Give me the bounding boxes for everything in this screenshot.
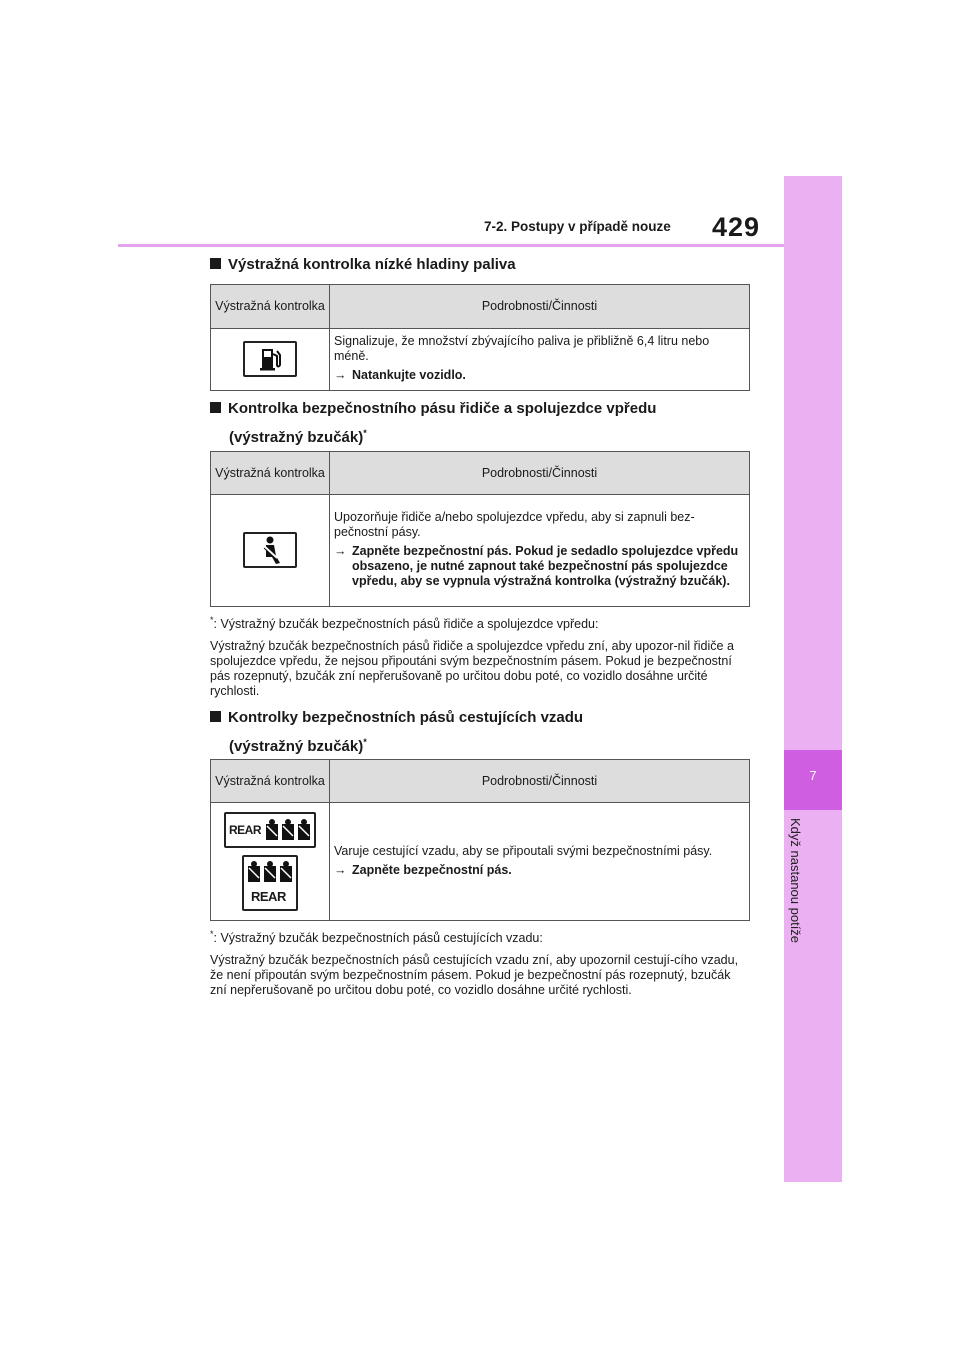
rear-seatbelt-vertical-icon: REAR: [242, 855, 298, 911]
note-body: Výstražný bzučák bezpečnostních pásů řidiče a spolujezdce vpředu zní, aby upozor-nil řidiče a spolujezdce vpředu, že nejsou připoutáni svým bezpečnostním pásem. Pokud je bezpečnostní pás rozepnutý, bzučák zní nepřerušovaně po určitou dobu poté, co vozidlo dosáhne určité rychlosti.: [210, 639, 734, 699]
indicator-cell: [211, 803, 330, 921]
column-header-indicator: Výstražná kontrolka: [211, 285, 330, 329]
column-header-details: Podrobnosti/Činnosti: [330, 760, 750, 803]
rear-seatbelt-table: [210, 759, 750, 921]
seatbelt-icon: [243, 532, 297, 568]
note-title: : Výstražný bzučák bezpečnostních pásů řidiče a spolujezdce vpředu:: [213, 617, 599, 632]
page-number: 429: [712, 212, 761, 242]
footnote-marker: *: [210, 615, 214, 625]
heading-text: Výstražná kontrolka nízké hladiny paliva: [228, 256, 516, 273]
arrow-icon: →: [334, 544, 347, 558]
details-cell: [330, 329, 750, 391]
details-cell: [330, 495, 750, 607]
section-heading-rear-seatbelt: [210, 706, 583, 759]
note-body: Výstražný bzučák bezpečnostních pásů cestujících vzadu zní, aby upozornil cestují-cího vzadu, že není připoután svým bezpečnostním pásem. Pokud je bezpečnostní pás rozepnutý, bzučák zní nepřerušovaně po určitou dobu poté, co vozidlo dosáhne určité rychlosti.: [210, 953, 739, 998]
chapter-title: Když nastanou potíže: [788, 818, 803, 944]
footnote-marker: *: [363, 737, 367, 747]
description-text: Varuje cestující vzadu, aby se připoutali svými bezpečnostními pásy.: [334, 843, 713, 858]
action-text: → Natankujte vozidlo.: [334, 368, 466, 382]
heading-text: Kontrolka bezpečnostního pásu řidiče a spolujezdce vpředu: [228, 400, 657, 417]
square-bullet-icon: [210, 711, 221, 722]
indicator-cell: [211, 495, 330, 607]
heading-text-line2: (výstražný bzučák): [229, 738, 364, 755]
heading-text: Kontrolky bezpečnostních pásů cestujících vzadu: [228, 709, 584, 726]
section-heading-front-seatbelt: [210, 397, 656, 450]
description-text: Upozorňuje řidiče a/nebo spolujezdce vpředu, aby si zapnuli bez-pečnostní pásy.: [334, 510, 695, 539]
action-text: → Zapněte bezpečnostní pás.: [334, 862, 512, 877]
rear-seatbelt-horizontal-icon: REAR: [224, 812, 316, 848]
chapter-number: 7: [809, 768, 817, 783]
indicator-cell: [211, 329, 330, 391]
footnote-marker: *: [210, 929, 214, 939]
section-heading-low-fuel: [210, 253, 516, 277]
arrow-icon: →: [334, 862, 347, 877]
column-header-details: Podrobnosti/Činnosti: [330, 452, 750, 495]
note-title: : Výstražný bzučák bezpečnostních pásů cestujících vzadu:: [213, 931, 543, 946]
details-cell: [330, 803, 750, 921]
front-seatbelt-note: [210, 613, 750, 706]
column-header-details: Podrobnosti/Činnosti: [330, 285, 750, 329]
front-seatbelt-table: [210, 451, 750, 607]
column-header-indicator: Výstražná kontrolka: [211, 452, 330, 495]
square-bullet-icon: [210, 402, 221, 413]
arrow-icon: →: [334, 368, 347, 382]
header-divider: [118, 244, 784, 247]
fuel-pump-icon: [243, 341, 297, 377]
footnote-marker: *: [363, 428, 367, 438]
chapter-side-tab: [784, 176, 842, 1182]
column-header-indicator: Výstražná kontrolka: [211, 760, 330, 803]
low-fuel-table: [210, 284, 750, 391]
heading-text-line2: (výstražný bzučák): [229, 429, 364, 446]
rear-seatbelt-note: [210, 927, 750, 1005]
description-text: Signalizuje, že množství zbývajícího paliva je přibližně 6,4 litru nebo méně.: [334, 334, 710, 363]
section-header: 7-2. Postupy v případě nouze: [484, 219, 671, 234]
action-text: → Zapněte bezpečnostní pás. Pokud je sedadlo spolujezdce vpředu obsazeno, je nutné zapnout také bezpečnostní pás spolujezdce vpředu, aby se vypnula výstražná kontrolka (výstražný bzučák).: [334, 544, 739, 588]
square-bullet-icon: [210, 258, 221, 269]
